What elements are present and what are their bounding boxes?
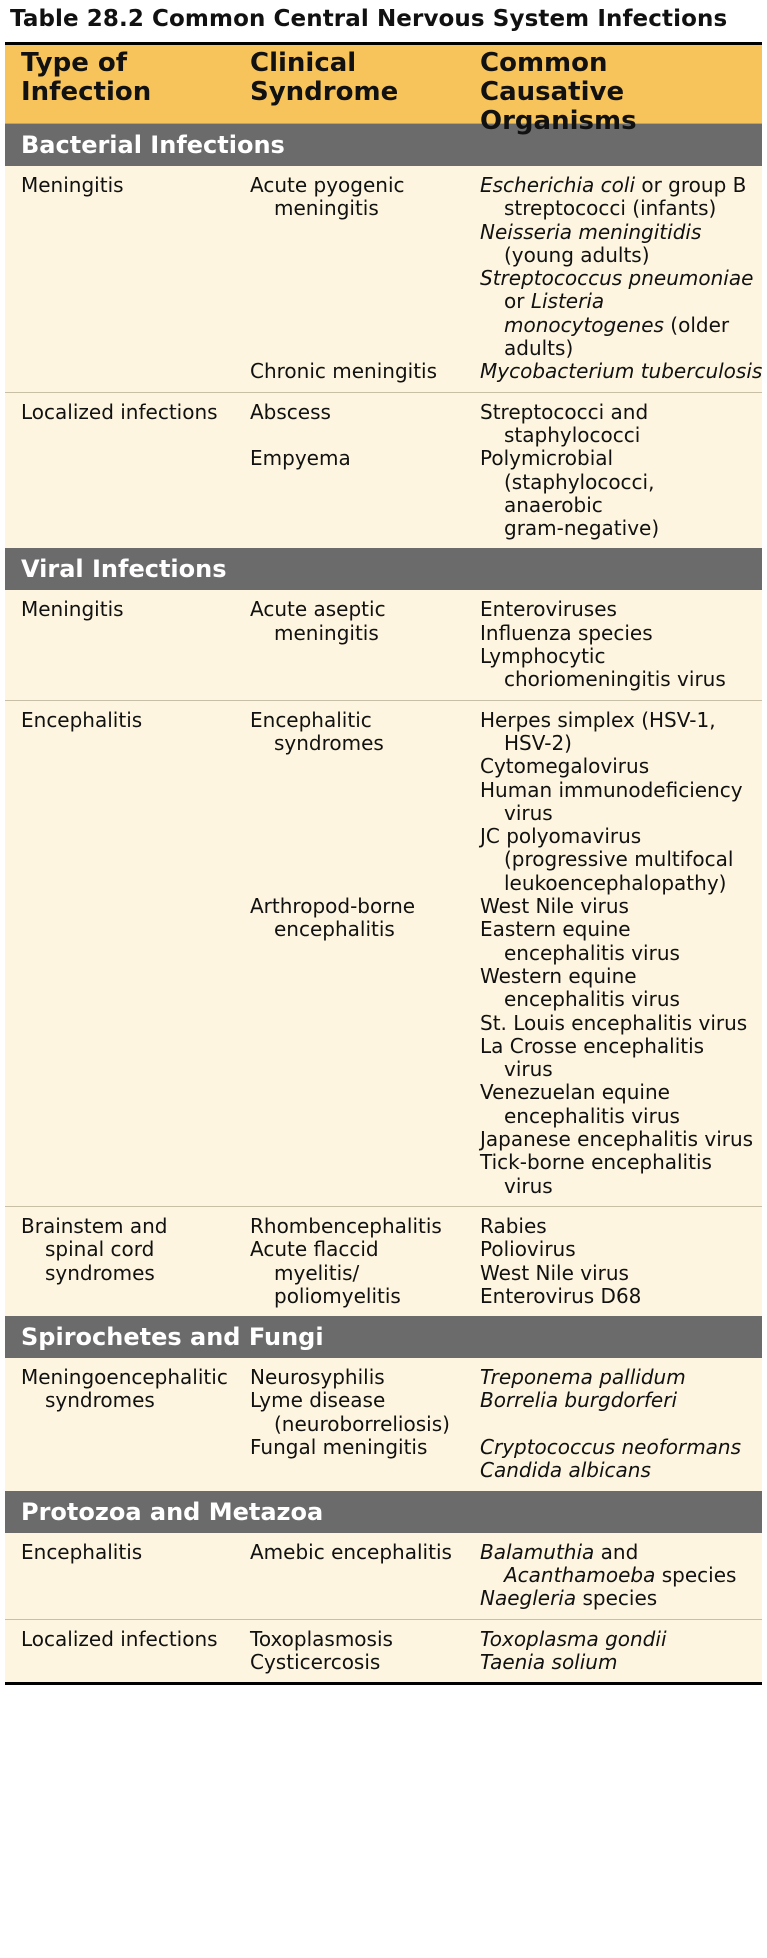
- organism-line: [480, 197, 746, 220]
- organism-text: Lymphocytic: [480, 644, 606, 669]
- organism-line: [480, 1128, 753, 1151]
- syndrome-line: Abscess: [250, 399, 331, 424]
- syndrome-line: (neuroborreliosis): [274, 1411, 450, 1436]
- section-header: Viral Infections: [5, 548, 762, 590]
- table-row-group: [5, 1533, 762, 1620]
- organism-entry: [480, 1128, 753, 1151]
- organism-text: encephalitis virus: [504, 1103, 680, 1128]
- organism-entry: [480, 1651, 617, 1674]
- syndrome-line: Amebic encephalitis: [250, 1539, 452, 1564]
- organism-line: [480, 1081, 680, 1104]
- organism-text: Enteroviruses: [480, 597, 617, 622]
- infection-type-line: spinal cord: [45, 1237, 155, 1262]
- organism-text: virus: [504, 1173, 553, 1198]
- infection-type-cell: [21, 1215, 167, 1285]
- infection-type-cell: [21, 709, 142, 732]
- syndrome-line: Chronic meningitis: [250, 359, 438, 384]
- clinical-syndrome-cell: [250, 598, 386, 645]
- infection-type-cell: [21, 1366, 228, 1413]
- organism-text: Human immunodeficiency: [480, 777, 743, 802]
- syndrome-line: meningitis: [274, 196, 379, 221]
- organism-line: [480, 447, 659, 470]
- organism-line: [480, 494, 659, 517]
- infections-table: [5, 42, 762, 1685]
- organism-text: virus: [504, 1057, 553, 1082]
- organism-entry: [480, 174, 746, 221]
- organism-line: [480, 732, 716, 755]
- organism-entry: [480, 825, 733, 895]
- organism-text: or: [504, 289, 531, 314]
- organism-text: West Nile virus: [480, 894, 629, 919]
- organism-text: Polymicrobial: [480, 446, 614, 471]
- organism-line: [480, 471, 659, 494]
- organism-entry: [480, 755, 649, 778]
- organism-line: [480, 337, 753, 360]
- organism-text: West Nile virus: [480, 1260, 629, 1285]
- organism-entry: [480, 1587, 657, 1610]
- syndrome-line: Rhombencephalitis: [250, 1213, 442, 1238]
- organism-text: Cytomegalovirus: [480, 754, 650, 779]
- organism-name-italic: Borrelia burgdorferi: [480, 1388, 678, 1413]
- organism-name-italic: Toxoplasma gondii: [480, 1626, 667, 1651]
- organism-text: Tick-borne encephalitis: [480, 1150, 712, 1175]
- organism-entry: [480, 1285, 641, 1308]
- organism-line: [480, 1012, 747, 1035]
- organism-entry: [480, 1081, 680, 1128]
- table-body: [5, 124, 762, 1682]
- organism-name-italic: Naegleria: [480, 1586, 577, 1611]
- organism-name-italic: Balamuthia: [480, 1539, 595, 1564]
- organism-text: encephalitis virus: [504, 987, 680, 1012]
- organism-text: Poliovirus: [480, 1237, 576, 1262]
- organism-name-italic: Streptococcus pneumoniae: [480, 266, 754, 291]
- syndrome-line: Toxoplasmosis: [250, 1626, 393, 1651]
- organism-line: [480, 221, 701, 244]
- infection-type-cell: [21, 174, 124, 197]
- organism-line: [480, 645, 726, 668]
- organism-text: JC polyomavirus: [480, 824, 642, 849]
- section-header: Spirochetes and Fungi: [5, 1316, 762, 1358]
- organism-name-italic: Acanthamoeba: [504, 1562, 656, 1587]
- syndrome-line: myelitis/: [274, 1260, 360, 1285]
- organism-line: [480, 779, 743, 802]
- organism-line: [480, 1366, 686, 1389]
- organism-line: [480, 1389, 677, 1412]
- organism-line: [480, 314, 753, 337]
- organism-line: [480, 988, 680, 1011]
- organism-line: [480, 965, 680, 988]
- syndrome-line: syndromes: [274, 730, 384, 755]
- organism-text: adults): [504, 336, 574, 361]
- infection-type-line: syndromes: [45, 1260, 155, 1285]
- organism-text: Eastern equine: [480, 917, 631, 942]
- organism-line: [480, 802, 743, 825]
- header-causative-organisms: Common Causative Organisms: [480, 48, 637, 136]
- syndrome-line: Empyema: [250, 446, 351, 471]
- organism-entry: [480, 1035, 704, 1082]
- header-type-of-infection: Type of Infection: [21, 48, 152, 107]
- organism-line: [480, 1035, 704, 1058]
- clinical-syndrome-cell: [250, 1215, 442, 1238]
- organism-line: [480, 244, 701, 267]
- infection-type-cell: [21, 598, 124, 621]
- clinical-syndrome-cell: [250, 360, 437, 383]
- syndrome-line: Arthropod-borne: [250, 894, 416, 919]
- organism-text: anaerobic: [504, 492, 603, 517]
- organism-line: [480, 1215, 547, 1238]
- infection-type-line: Encephalitis: [21, 707, 143, 732]
- organism-entry: [480, 1012, 747, 1035]
- syndrome-line: Encephalitic: [250, 707, 372, 732]
- clinical-syndrome-cell: [250, 709, 384, 756]
- infection-type-cell: [21, 1628, 218, 1651]
- organism-text: HSV-2): [504, 730, 572, 755]
- table-row-group: [5, 1207, 762, 1316]
- organism-line: [480, 1564, 736, 1587]
- organism-line: [480, 1058, 704, 1081]
- organism-entry: [480, 1215, 547, 1238]
- organism-line: [480, 918, 680, 941]
- organism-line: [480, 267, 753, 290]
- organism-name-italic: Listeria: [530, 289, 605, 314]
- organism-line: [480, 1541, 736, 1564]
- organism-name-italic: Candida albicans: [480, 1458, 651, 1483]
- organism-text: Streptococci and: [480, 399, 649, 424]
- organism-line: [480, 1175, 712, 1198]
- organism-line: [480, 1587, 657, 1610]
- clinical-syndrome-cell: [250, 1389, 450, 1436]
- organism-entry: [480, 1238, 576, 1261]
- infection-type-line: Meningitis: [21, 173, 124, 197]
- organism-entry: [480, 1459, 651, 1482]
- syndrome-line: meningitis: [274, 620, 379, 645]
- table-header: [5, 45, 762, 136]
- organism-line: [480, 942, 680, 965]
- infection-type-line: Localized infections: [21, 399, 218, 424]
- organism-text: Influenza species: [480, 620, 653, 645]
- organism-line: [480, 848, 733, 871]
- clinical-syndrome-cell: [250, 895, 415, 942]
- clinical-syndrome-cell: [250, 1651, 380, 1674]
- organism-entry: [480, 1262, 629, 1285]
- infection-type-line: Meningoencephalitic: [21, 1365, 228, 1390]
- section-header: Protozoa and Metazoa: [5, 1491, 762, 1533]
- organism-name-italic: Cryptococcus neoformans: [480, 1435, 742, 1460]
- organism-entry: [480, 221, 701, 268]
- organism-line: [480, 668, 726, 691]
- table-row-group: [5, 1358, 762, 1491]
- organism-line: [480, 755, 649, 778]
- organism-entry: [480, 1541, 736, 1588]
- infection-type-line: Brainstem and: [21, 1213, 168, 1238]
- infection-type-line: Encephalitis: [21, 1539, 143, 1564]
- organism-line: [480, 598, 617, 621]
- organism-line: [480, 517, 659, 540]
- section-header: Bacterial Infections: [5, 124, 762, 166]
- organism-text: Japanese encephalitis virus: [480, 1127, 754, 1152]
- organism-text: choriomeningitis virus: [504, 667, 726, 692]
- table-row-group: [5, 590, 762, 700]
- organism-text: streptococci (infants): [504, 196, 717, 221]
- clinical-syndrome-cell: [250, 174, 405, 221]
- organism-line: [480, 1459, 651, 1482]
- organism-text: Herpes simplex (HSV-1,: [480, 707, 716, 732]
- organism-text: gram-negative): [504, 516, 660, 541]
- organism-text: or group B: [635, 173, 747, 197]
- organism-line: [480, 825, 733, 848]
- organism-line: [480, 1285, 641, 1308]
- organism-text: (young adults): [504, 242, 650, 267]
- organism-name-italic: Neisseria meningitidis: [480, 219, 702, 244]
- organism-entry: [480, 965, 680, 1012]
- organism-entry: [480, 622, 653, 645]
- organism-name-italic: Taenia solium: [480, 1649, 618, 1674]
- organism-entry: [480, 918, 680, 965]
- infection-type-line: Meningitis: [21, 597, 124, 622]
- organism-line: [480, 1151, 712, 1174]
- infection-type-cell: [21, 1541, 142, 1564]
- organism-entry: [480, 447, 659, 540]
- clinical-syndrome-cell: [250, 1541, 452, 1564]
- table-row-group: [5, 701, 762, 1207]
- infection-type-line: Localized infections: [21, 1626, 218, 1651]
- organism-text: virus: [504, 800, 553, 825]
- syndrome-line: Neurosyphilis: [250, 1365, 385, 1390]
- organism-entry: [480, 1436, 741, 1459]
- clinical-syndrome-cell: [250, 1238, 401, 1308]
- organism-line: [480, 895, 629, 918]
- organism-name-italic: Treponema pallidum: [480, 1365, 686, 1390]
- syndrome-line: poliomyelitis: [274, 1283, 401, 1308]
- clinical-syndrome-cell: [250, 401, 331, 424]
- syndrome-line: Cysticercosis: [250, 1649, 381, 1674]
- clinical-syndrome-cell: [250, 447, 351, 470]
- syndrome-line: encephalitis: [274, 917, 395, 942]
- organism-line: [480, 360, 762, 383]
- clinical-syndrome-cell: [250, 1366, 385, 1389]
- table-row-group: [5, 1620, 762, 1683]
- organism-line: [480, 622, 653, 645]
- organism-text: species: [576, 1586, 658, 1611]
- organism-text: and: [594, 1539, 639, 1564]
- syndrome-line: Lyme disease: [250, 1388, 386, 1413]
- organism-line: [480, 1436, 741, 1459]
- syndrome-line: Fungal meningitis: [250, 1435, 428, 1460]
- organism-line: [480, 1651, 617, 1674]
- organism-text: St. Louis encephalitis virus: [480, 1010, 748, 1035]
- organism-line: [480, 174, 746, 197]
- syndrome-line: Acute aseptic: [250, 597, 386, 622]
- organism-line: [480, 1238, 576, 1261]
- organism-text: staphylococci: [504, 422, 641, 447]
- organism-line: [480, 1262, 629, 1285]
- organism-entry: [480, 360, 762, 383]
- table-row-group: [5, 166, 762, 393]
- syndrome-line: Acute pyogenic: [250, 173, 405, 197]
- organism-line: [480, 290, 753, 313]
- header-clinical-syndrome: Clinical Syndrome: [250, 48, 399, 107]
- organism-line: [480, 1628, 667, 1651]
- clinical-syndrome-cell: [250, 1436, 427, 1459]
- organism-line: [480, 709, 716, 732]
- organism-text: (older: [663, 312, 730, 337]
- organism-text: (progressive multifocal: [504, 847, 734, 872]
- organism-text: Western equine: [480, 963, 637, 988]
- syndrome-line: Acute flaccid: [250, 1237, 379, 1262]
- organism-entry: [480, 1628, 667, 1651]
- table-row-group: [5, 393, 762, 549]
- organism-entry: [480, 598, 617, 621]
- infection-type-line: syndromes: [45, 1388, 155, 1413]
- organism-line: [480, 1105, 680, 1128]
- organism-entry: [480, 267, 753, 360]
- organism-name-italic: Mycobacterium tuberculosis: [480, 359, 763, 384]
- organism-line: [480, 424, 648, 447]
- organism-entry: [480, 1366, 686, 1389]
- organism-text: Venezuelan equine: [480, 1080, 670, 1105]
- organism-entry: [480, 645, 726, 692]
- organism-entry: [480, 779, 743, 826]
- table-title: Table 28.2 Common Central Nervous System Infections: [10, 6, 728, 32]
- infection-type-cell: [21, 401, 218, 424]
- clinical-syndrome-cell: [250, 1628, 393, 1651]
- organism-text: Rabies: [480, 1213, 547, 1238]
- organism-entry: [480, 1389, 677, 1412]
- organism-entry: [480, 401, 648, 448]
- organism-text: La Crosse encephalitis: [480, 1033, 705, 1058]
- organism-name-italic: Escherichia coli: [480, 173, 635, 197]
- organism-text: encephalitis virus: [504, 940, 680, 965]
- organism-line: [480, 872, 733, 895]
- organism-text: species: [655, 1562, 737, 1587]
- organism-text: (staphylococci,: [504, 469, 655, 494]
- organism-entry: [480, 895, 629, 918]
- organism-entry: [480, 709, 716, 756]
- organism-name-italic: monocytogenes: [504, 312, 664, 337]
- organism-text: Enterovirus D68: [480, 1283, 642, 1308]
- organism-entry: [480, 1151, 712, 1198]
- organism-line: [480, 401, 648, 424]
- organism-text: leukoencephalopathy): [504, 870, 727, 895]
